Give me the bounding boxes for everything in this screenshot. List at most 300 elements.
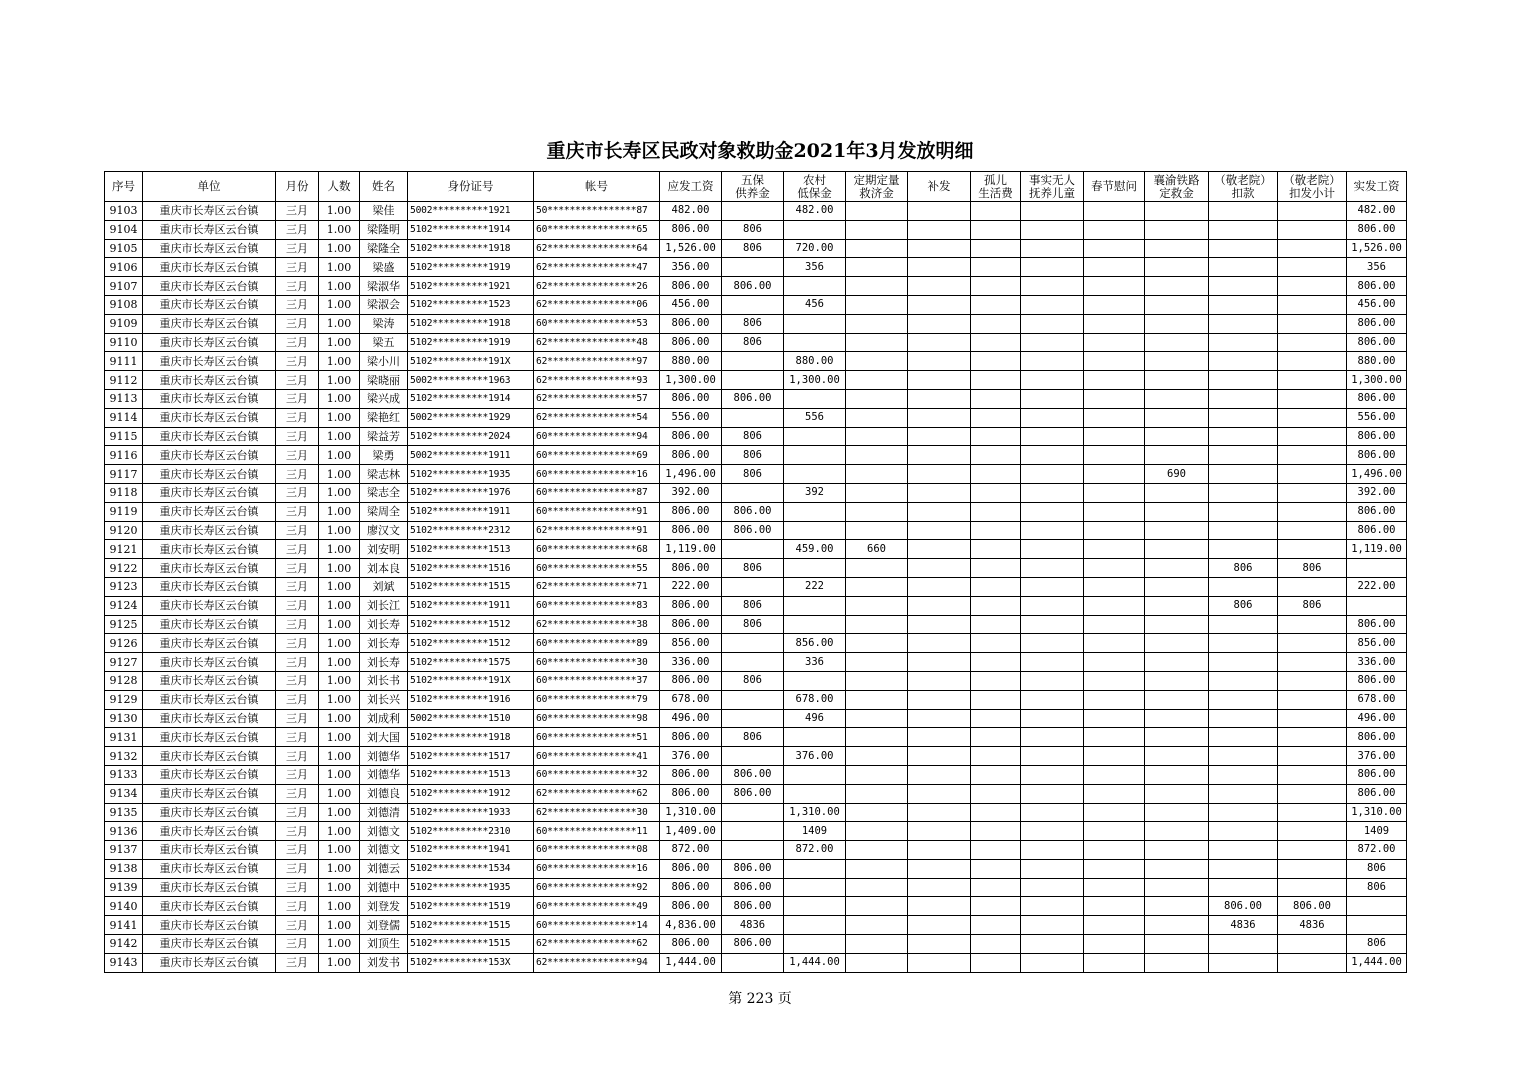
- table-cell: [784, 559, 846, 578]
- table-cell: [908, 634, 971, 653]
- table-cell: [846, 935, 908, 954]
- table-cell: [908, 690, 971, 709]
- table-cell: 9115: [105, 427, 143, 446]
- table-cell: [846, 352, 908, 371]
- table-cell: [1347, 559, 1407, 578]
- table-cell: 三月: [276, 671, 319, 690]
- table-cell: 1.00: [319, 408, 360, 427]
- table-cell: [784, 859, 846, 878]
- table-cell: [1145, 784, 1209, 803]
- table-cell: [1278, 202, 1347, 221]
- table-cell: [1084, 408, 1145, 427]
- table-cell: 60****************49: [534, 897, 660, 916]
- table-cell: 9126: [105, 634, 143, 653]
- table-cell: 60****************87: [534, 483, 660, 502]
- table-cell: [1021, 427, 1084, 446]
- table-cell: [1145, 615, 1209, 634]
- table-cell: [784, 427, 846, 446]
- table-cell: [1347, 916, 1407, 935]
- table-cell: [1209, 803, 1278, 822]
- table-cell: [1021, 803, 1084, 822]
- table-cell: 刘登儒: [360, 916, 408, 935]
- table-cell: [1209, 859, 1278, 878]
- table-cell: 60****************16: [534, 859, 660, 878]
- table-cell: 806: [722, 671, 784, 690]
- table-cell: 496: [784, 709, 846, 728]
- table-cell: 720.00: [784, 239, 846, 258]
- table-cell: 872.00: [1347, 841, 1407, 860]
- table-cell: 重庆市长寿区云台镇: [143, 371, 276, 390]
- table-cell: [1084, 615, 1145, 634]
- table-cell: 678.00: [660, 690, 722, 709]
- table-cell: 三月: [276, 822, 319, 841]
- table-cell: 336.00: [660, 653, 722, 672]
- table-row: [105, 258, 1407, 277]
- table-cell: 三月: [276, 371, 319, 390]
- table-row: [105, 615, 1407, 634]
- table-cell: 5102**********1911: [408, 596, 534, 615]
- table-cell: 1,300.00: [1347, 371, 1407, 390]
- table-cell: [971, 220, 1021, 239]
- table-cell: [1209, 784, 1278, 803]
- table-cell: 356: [784, 258, 846, 277]
- table-cell: [971, 446, 1021, 465]
- table-cell: 60****************11: [534, 822, 660, 841]
- table-cell: 62****************06: [534, 295, 660, 314]
- table-cell: 梁淑会: [360, 295, 408, 314]
- table-cell: [1278, 314, 1347, 333]
- table-cell: 三月: [276, 239, 319, 258]
- table-cell: [1021, 446, 1084, 465]
- table-cell: [784, 596, 846, 615]
- table-cell: [1021, 953, 1084, 972]
- page-title: 重庆市长寿区民政对象救助金2021年3月发放明细: [546, 140, 974, 162]
- table-cell: 806.00: [660, 220, 722, 239]
- table-cell: [908, 352, 971, 371]
- table-cell: 梁隆全: [360, 239, 408, 258]
- table-cell: 梁益芳: [360, 427, 408, 446]
- table-cell: 刘大国: [360, 728, 408, 747]
- table-cell: [1021, 352, 1084, 371]
- table-cell: [1209, 728, 1278, 747]
- table-cell: 1.00: [319, 615, 360, 634]
- table-row: [105, 878, 1407, 897]
- table-cell: [908, 728, 971, 747]
- table-cell: [1084, 371, 1145, 390]
- table-cell: [784, 615, 846, 634]
- table-row: [105, 220, 1407, 239]
- table-cell: 806.00: [660, 859, 722, 878]
- table-cell: [1278, 295, 1347, 314]
- table-cell: 806: [722, 220, 784, 239]
- table-cell: [1021, 540, 1084, 559]
- table-cell: [846, 841, 908, 860]
- table-cell: 392: [784, 483, 846, 502]
- table-cell: [908, 202, 971, 221]
- table-cell: 1,310.00: [660, 803, 722, 822]
- table-cell: 392.00: [660, 483, 722, 502]
- table-cell: [1084, 728, 1145, 747]
- table-cell: 1,526.00: [660, 239, 722, 258]
- table-cell: [1021, 671, 1084, 690]
- table-row: [105, 634, 1407, 653]
- table-cell: 806.00: [660, 446, 722, 465]
- table-cell: 62****************57: [534, 389, 660, 408]
- table-cell: 三月: [276, 258, 319, 277]
- table-cell: [1021, 577, 1084, 596]
- table-cell: 三月: [276, 220, 319, 239]
- table-cell: [1021, 389, 1084, 408]
- table-cell: 三月: [276, 446, 319, 465]
- table-cell: 1.00: [319, 765, 360, 784]
- table-cell: 三月: [276, 596, 319, 615]
- table-cell: 9134: [105, 784, 143, 803]
- column-header: （敬老院） 扣发小计: [1278, 172, 1347, 202]
- table-cell: 5102**********1921: [408, 277, 534, 296]
- table-cell: [1084, 822, 1145, 841]
- table-cell: [1209, 841, 1278, 860]
- table-cell: [908, 747, 971, 766]
- table-cell: [971, 521, 1021, 540]
- table-cell: 重庆市长寿区云台镇: [143, 277, 276, 296]
- table-cell: [722, 803, 784, 822]
- table-cell: [1209, 220, 1278, 239]
- table-cell: [971, 690, 1021, 709]
- table-cell: 9121: [105, 540, 143, 559]
- table-cell: 重庆市长寿区云台镇: [143, 202, 276, 221]
- table-cell: [908, 653, 971, 672]
- table-cell: [971, 916, 1021, 935]
- table-cell: [1347, 897, 1407, 916]
- table-cell: 392.00: [1347, 483, 1407, 502]
- table-cell: 806.00: [660, 765, 722, 784]
- table-cell: 5102**********1534: [408, 859, 534, 878]
- table-cell: [1084, 841, 1145, 860]
- table-cell: 806: [1347, 878, 1407, 897]
- table-cell: 1.00: [319, 446, 360, 465]
- table-cell: [846, 690, 908, 709]
- table-cell: 806: [1278, 559, 1347, 578]
- table-cell: 三月: [276, 559, 319, 578]
- table-cell: 重庆市长寿区云台镇: [143, 446, 276, 465]
- table-cell: 重庆市长寿区云台镇: [143, 765, 276, 784]
- table-cell: 356.00: [660, 258, 722, 277]
- table-cell: 62****************26: [534, 277, 660, 296]
- table-cell: 806.00: [722, 389, 784, 408]
- table-cell: 5102**********191X: [408, 352, 534, 371]
- table-cell: 5102**********1513: [408, 765, 534, 784]
- table-cell: 梁志林: [360, 465, 408, 484]
- table-cell: [1145, 202, 1209, 221]
- table-cell: 60****************92: [534, 878, 660, 897]
- table-cell: 重庆市长寿区云台镇: [143, 615, 276, 634]
- table-cell: 806.00: [660, 277, 722, 296]
- table-cell: 5102**********1575: [408, 653, 534, 672]
- table-cell: [1145, 333, 1209, 352]
- table-cell: [1278, 935, 1347, 954]
- table-cell: 刘德清: [360, 803, 408, 822]
- table-cell: 376.00: [784, 747, 846, 766]
- table-cell: 60****************41: [534, 747, 660, 766]
- table-cell: 5102**********1517: [408, 747, 534, 766]
- table-cell: 806.00: [660, 559, 722, 578]
- table-cell: 806.00: [660, 502, 722, 521]
- table-cell: 刘长寿: [360, 653, 408, 672]
- table-cell: [846, 333, 908, 352]
- table-cell: [846, 465, 908, 484]
- table-cell: [1145, 653, 1209, 672]
- table-cell: 1.00: [319, 277, 360, 296]
- table-cell: 重庆市长寿区云台镇: [143, 935, 276, 954]
- table-cell: 1.00: [319, 333, 360, 352]
- table-cell: [846, 277, 908, 296]
- table-cell: [1021, 521, 1084, 540]
- table-cell: [784, 277, 846, 296]
- table-cell: [1145, 277, 1209, 296]
- table-cell: [1084, 859, 1145, 878]
- table-cell: 9105: [105, 239, 143, 258]
- table-cell: [971, 671, 1021, 690]
- table-cell: [1209, 239, 1278, 258]
- column-header: （敬老院） 扣款: [1209, 172, 1278, 202]
- table-cell: [722, 709, 784, 728]
- table-cell: 1,409.00: [660, 822, 722, 841]
- table-cell: [1021, 747, 1084, 766]
- table-cell: [1021, 314, 1084, 333]
- table-cell: 刘登发: [360, 897, 408, 916]
- table-cell: 556: [784, 408, 846, 427]
- table-cell: 806.00: [660, 615, 722, 634]
- table-cell: [784, 765, 846, 784]
- table-cell: 5102**********1941: [408, 841, 534, 860]
- column-header: 农村 低保金: [784, 172, 846, 202]
- table-cell: 1,496.00: [1347, 465, 1407, 484]
- table-cell: [971, 897, 1021, 916]
- table-cell: [1145, 389, 1209, 408]
- table-cell: 4836: [1209, 916, 1278, 935]
- table-cell: 1.00: [319, 258, 360, 277]
- table-cell: [784, 389, 846, 408]
- table-cell: 1.00: [319, 784, 360, 803]
- table-cell: 678.00: [784, 690, 846, 709]
- table-cell: 62****************47: [534, 258, 660, 277]
- table-cell: 806.00: [1347, 765, 1407, 784]
- table-cell: [1084, 935, 1145, 954]
- table-cell: 5102**********191X: [408, 671, 534, 690]
- table-cell: [971, 822, 1021, 841]
- table-cell: [784, 502, 846, 521]
- table-cell: 60****************89: [534, 634, 660, 653]
- table-cell: 刘长书: [360, 671, 408, 690]
- table-cell: [722, 408, 784, 427]
- table-cell: 重庆市长寿区云台镇: [143, 502, 276, 521]
- table-cell: [908, 803, 971, 822]
- table-cell: [1021, 239, 1084, 258]
- column-header: 补发: [908, 172, 971, 202]
- table-cell: 重庆市长寿区云台镇: [143, 916, 276, 935]
- table-cell: 806.00: [1347, 784, 1407, 803]
- table-cell: 9113: [105, 389, 143, 408]
- table-cell: 重庆市长寿区云台镇: [143, 728, 276, 747]
- table-cell: [1084, 559, 1145, 578]
- table-cell: [1145, 220, 1209, 239]
- table-cell: [1278, 465, 1347, 484]
- table-cell: 梁佳: [360, 202, 408, 221]
- table-cell: 5102**********1935: [408, 878, 534, 897]
- table-cell: 806.00: [1347, 427, 1407, 446]
- table-cell: 1.00: [319, 521, 360, 540]
- table-cell: [908, 878, 971, 897]
- table-cell: [971, 540, 1021, 559]
- table-cell: 62****************93: [534, 371, 660, 390]
- table-cell: [1145, 295, 1209, 314]
- table-cell: [1021, 559, 1084, 578]
- table-cell: 三月: [276, 953, 319, 972]
- table-cell: 1.00: [319, 916, 360, 935]
- column-header: 孤儿 生活费: [971, 172, 1021, 202]
- table-cell: [846, 803, 908, 822]
- table-cell: [722, 540, 784, 559]
- table-row: [105, 596, 1407, 615]
- table-cell: 376.00: [1347, 747, 1407, 766]
- table-cell: [846, 371, 908, 390]
- table-cell: 廖汉文: [360, 521, 408, 540]
- table-cell: [1209, 314, 1278, 333]
- table-row: [105, 671, 1407, 690]
- table-cell: [784, 446, 846, 465]
- table-cell: 806.00: [722, 277, 784, 296]
- table-cell: 1.00: [319, 577, 360, 596]
- table-cell: 806.00: [722, 521, 784, 540]
- table-row: [105, 709, 1407, 728]
- table-row: [105, 747, 1407, 766]
- table-cell: 1,526.00: [1347, 239, 1407, 258]
- table-row: [105, 897, 1407, 916]
- table-cell: 456.00: [1347, 295, 1407, 314]
- table-cell: 梁淑华: [360, 277, 408, 296]
- table-cell: [1021, 878, 1084, 897]
- table-cell: [1084, 352, 1145, 371]
- table-cell: [1084, 220, 1145, 239]
- table-row: [105, 333, 1407, 352]
- table-cell: [1278, 446, 1347, 465]
- table-cell: [722, 295, 784, 314]
- table-cell: 三月: [276, 295, 319, 314]
- table-cell: 重庆市长寿区云台镇: [143, 389, 276, 408]
- table-cell: [1278, 239, 1347, 258]
- table-cell: 1,444.00: [784, 953, 846, 972]
- table-row: [105, 540, 1407, 559]
- table-cell: 1.00: [319, 559, 360, 578]
- table-cell: [1145, 521, 1209, 540]
- table-cell: 三月: [276, 427, 319, 446]
- table-cell: 重庆市长寿区云台镇: [143, 784, 276, 803]
- table-cell: 5002**********1510: [408, 709, 534, 728]
- table-cell: [846, 502, 908, 521]
- table-row: [105, 559, 1407, 578]
- table-cell: 222.00: [660, 577, 722, 596]
- table-cell: 5102**********1516: [408, 559, 534, 578]
- table-cell: [1084, 465, 1145, 484]
- table-cell: [1209, 690, 1278, 709]
- table-cell: 三月: [276, 202, 319, 221]
- table-cell: 9141: [105, 916, 143, 935]
- table-cell: 1,444.00: [660, 953, 722, 972]
- table-cell: [971, 784, 1021, 803]
- table-cell: 9142: [105, 935, 143, 954]
- table-cell: [971, 615, 1021, 634]
- table-cell: [846, 953, 908, 972]
- table-cell: 806.00: [660, 521, 722, 540]
- table-cell: 梁隆明: [360, 220, 408, 239]
- table-cell: 刘德良: [360, 784, 408, 803]
- column-header: 帐号: [534, 172, 660, 202]
- table-cell: 重庆市长寿区云台镇: [143, 483, 276, 502]
- table-row: [105, 371, 1407, 390]
- table-cell: [1209, 258, 1278, 277]
- table-cell: [1278, 953, 1347, 972]
- table-cell: 5102**********1935: [408, 465, 534, 484]
- table-body: [105, 202, 1407, 973]
- table-cell: [1145, 314, 1209, 333]
- table-cell: 1.00: [319, 220, 360, 239]
- table-row: [105, 352, 1407, 371]
- table-cell: [784, 897, 846, 916]
- table-cell: 1,300.00: [660, 371, 722, 390]
- table-cell: [1084, 446, 1145, 465]
- table-cell: [1021, 483, 1084, 502]
- table-cell: 三月: [276, 615, 319, 634]
- table-cell: 806: [722, 465, 784, 484]
- table-cell: [1021, 258, 1084, 277]
- table-cell: 5102**********1523: [408, 295, 534, 314]
- table-row: [105, 728, 1407, 747]
- table-cell: 9129: [105, 690, 143, 709]
- table-cell: 60****************30: [534, 653, 660, 672]
- table-cell: [1021, 709, 1084, 728]
- table-cell: [971, 634, 1021, 653]
- table-cell: [1209, 634, 1278, 653]
- table-cell: [784, 728, 846, 747]
- table-cell: 9139: [105, 878, 143, 897]
- table-cell: [784, 784, 846, 803]
- table-cell: 5102**********153X: [408, 953, 534, 972]
- table-cell: [1084, 239, 1145, 258]
- table-row: [105, 239, 1407, 258]
- table-cell: 9117: [105, 465, 143, 484]
- table-cell: [1209, 935, 1278, 954]
- table-cell: [1145, 427, 1209, 446]
- table-cell: [1021, 202, 1084, 221]
- table-cell: 60****************55: [534, 559, 660, 578]
- table-cell: 60****************37: [534, 671, 660, 690]
- table-cell: 重庆市长寿区云台镇: [143, 634, 276, 653]
- table-row: [105, 446, 1407, 465]
- table-cell: 806: [1209, 596, 1278, 615]
- column-header: 襄渝铁路 定救金: [1145, 172, 1209, 202]
- table-cell: 806.00: [722, 784, 784, 803]
- table-cell: 1.00: [319, 690, 360, 709]
- table-cell: 三月: [276, 784, 319, 803]
- table-cell: 刘德文: [360, 841, 408, 860]
- table-cell: [1084, 202, 1145, 221]
- table-cell: 5102**********1914: [408, 389, 534, 408]
- table-row: [105, 953, 1407, 972]
- table-cell: [908, 577, 971, 596]
- table-cell: 刘发书: [360, 953, 408, 972]
- table-cell: [1145, 446, 1209, 465]
- table-row: [105, 483, 1407, 502]
